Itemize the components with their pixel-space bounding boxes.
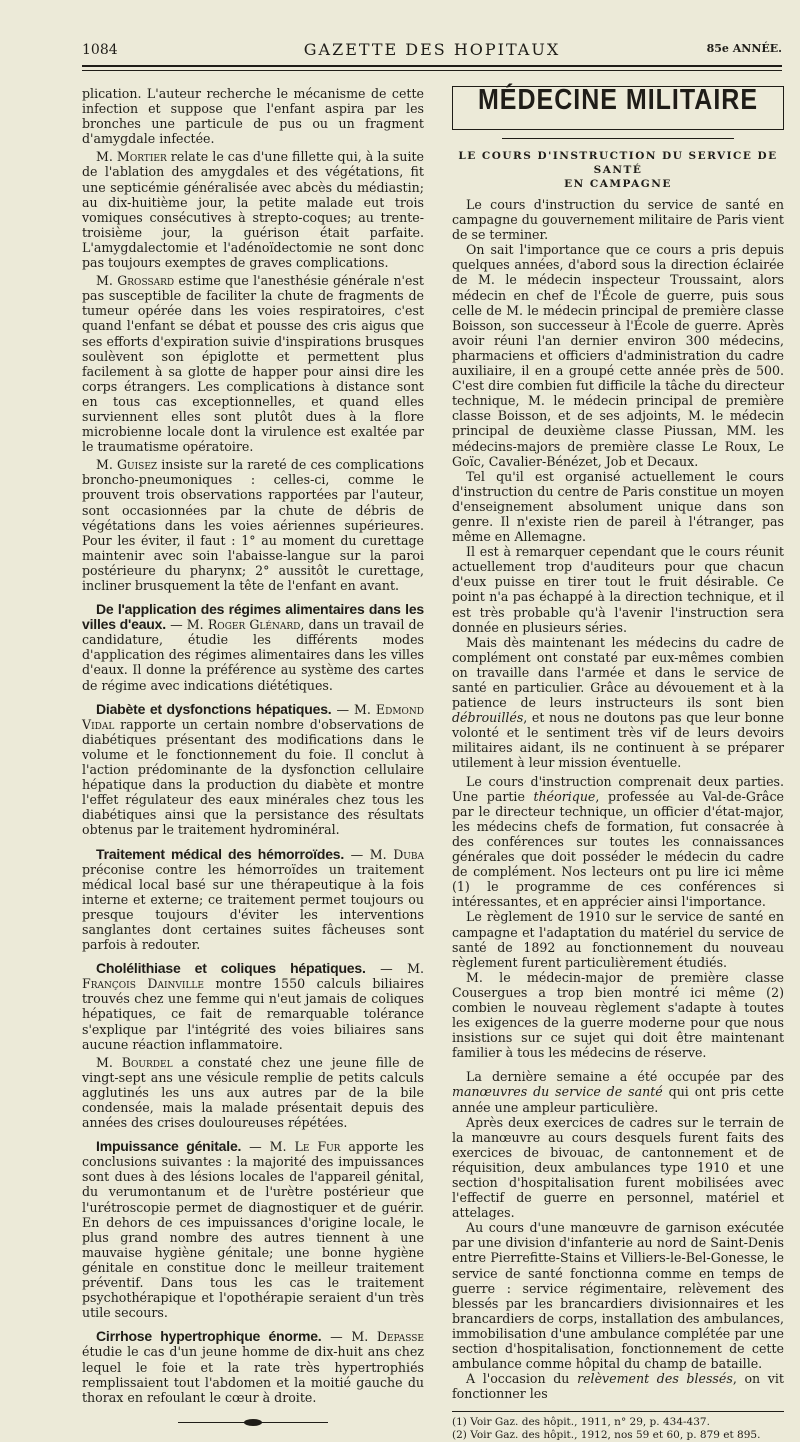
paragraph xyxy=(452,1069,784,1114)
author-name: Roger Glénard xyxy=(207,617,301,633)
author-name: M. Mortier xyxy=(96,149,167,165)
section-hemorroides: Traitement médical des hémorroïdes. — M. Duba préconise contre les hémorroïdes un traitement médical local basé sur une thérapeutique à la fois interne et externe; ce traitement permet toujours ou presque toujours d'éviter les interventions sanglantes dont certaines suites fâcheuses sont parfois à redouter. xyxy=(82,845,424,953)
paragraph: Au cours d'une manœuvre de garnison exécutée par une division d'infanterie au nord de Saint-Denis entre Pierrefitte-Stains et Villiers-le-Bel-Gonesse, le service de santé fonctionna comme en temps de guerre : service régimentaire, relèvement des blessés par les brancardiers divisionnaires et les brancardiers de corps, installation des ambulances, immobilisation d'une ambulance complétée par une section d'hospitalisation, fonctionnement de cette ambulance comme hôpital du champ de bataille. xyxy=(452,1220,784,1372)
section-impuissance: Impuissance génitale. — M. Le Fur apporte les conclusions suivantes : la majorité des impuissances sont dues à des lésions locales de l'appareil génital, du verumontanum et de l'urètre postérieur que l'urétroscopie permet de diagnostiquer et de guérir. En dehors de ces impuissances d'origine locale, le plus grand nombre des autres tiennent à une mauvaise hygiène génitale; une bonne hygiène génitale en constitue donc le meilleur traitement préventif. Dans tous les cas le traitement psychothérapique et l'opothérapie seraient d'un très utile secours. xyxy=(82,1138,424,1321)
section-cholelithiase: Cholélithiase et coliques hépatiques. — M. François Dainville montre 1550 calculs biliaires trouvés chez une femme qui n'eut jamais de coliques hépatiques, ce fait de remarquable tolérance s'explique par l'intégrité des voies biliaires sans aucune réaction inflammatoire. xyxy=(82,960,424,1052)
paragraph-text: A l'occasion du xyxy=(466,1371,578,1387)
section-heading: Cirrhose hypertrophique énorme. xyxy=(96,1328,322,1345)
footnote: (2) Voir Gaz. des hôpit., 1912, nos 59 et 60, p. 879 et 895. xyxy=(452,1429,761,1442)
author-name: François Dainville xyxy=(82,976,204,992)
paragraph: M. le médecin-major de première classe Cousergues a trop bien montré ici même (2) combien le nouveau règlement s'adapte à toutes les exigences de la guerre moderne pour que nous insistions sur ce sujet qui doit être maintenant familier à tous les médecins de réserve. xyxy=(452,969,784,1061)
paragraph: On sait l'importance que ce cours a pris depuis quelques années, d'abord sous la direction éclairée de M. le médecin inspecteur Troussaint, alors médecin en chef de l'École de guerre, puis sous celle de M. le médecin principal de première classe Boisson, son successeur à l'École de guerre. Après avoir réuni l'an dernier environ 300 médecins, pharmaciens et officiers d'administration du cadre auxiliaire, il en a groupé cette année près de 500. C'est dire combien fut difficile la tâche du directeur technique, M. le médecin principal de première classe Boisson, et de ses adjoints, M. le médecin principal de deuxième classe Piussan, MM. les médecins-majors de première classe Le Roux, Le Goïc, Cavalier-Bénézet, Job et Decaux. xyxy=(452,242,784,469)
subtitle-line: LE COURS D'INSTRUCTION DU SERVICE DE SANTÉ xyxy=(458,150,778,176)
journal-title: GAZETTE DES HOPITAUX xyxy=(303,40,561,59)
paragraph xyxy=(452,635,784,771)
section-separator xyxy=(502,138,734,139)
italic-text: relèvement des blessés xyxy=(577,1371,733,1387)
section-title-box xyxy=(452,83,784,130)
paragraph-text: étudie le cas d'un jeune homme de dix-huit ans chez lequel le foie et la rate très hypertrophiés remplissaient tout l'abdomen et la moitié gauche du thorax en refoulant le cœur à droite. xyxy=(82,1344,424,1405)
paragraph: plication. L'auteur recherche le mécanisme de cette infection et suppose que l'enfant aspira par les bronches une particule de pus ou un fragment d'amygdale infectée. xyxy=(82,86,424,147)
paragraph-text: La dernière semaine a été occupée par des xyxy=(466,1069,784,1085)
author-name: Le Fur xyxy=(294,1139,341,1155)
paragraph xyxy=(82,149,424,270)
paragraph: Tel qu'il est organisé actuellement le cours d'instruction du centre de Paris constitue un moyen d'enseignement absolument unique dans son genre. Il n'existe rien de pareil à l'étranger, pas même en Allemagne. xyxy=(452,468,784,545)
paragraph-text: Mais dès maintenant les médecins du cadre de complément ont constaté par eux-mêmes combien on travaille dans l'armée et dans le service de santé en particulier. Grâce au dévouement et à la patience de leurs instructeurs ils sont bien xyxy=(452,634,784,711)
page-number: 1084 xyxy=(82,42,118,58)
paragraph-text: rapporte un certain nombre d'observations de diabétiques présentant des modifications dans le volume et le fonctionnement du foie. Il conclut à l'action prédominante de la dysfonction cellulaire hépatique dans la production du diabète et montre l'effet régulateur des eaux minérales chez tous les diabétiques ainsi que la persistance des résultats obtenus par le traitement hydrominéral. xyxy=(82,716,424,838)
paragraph-text: montre 1550 calculs biliaires trouvés chez une femme qui n'eut jamais de coliques hépatiques, ce fait de remarquable tolérance s'explique par l'intégrité des voies biliaires sans aucune réaction inflammatoire. xyxy=(82,976,424,1052)
paragraph-text: , et nous ne doutons pas que leur bonne volonté et le sentiment très vif de leurs devoirs militaires aidant, ils ne continuent à se préparer utilement à leur mission éventuelle. xyxy=(452,710,784,771)
paragraph-text: apporte les conclusions suivantes : la majorité des impuissances sont dues à des lésions locales de l'appareil génital, du verumontanum et de l'urètre postérieur que l'urétroscopie permet de diagnostiquer et de guérir. En dehors de ces impuissances d'origine locale, le plus grand nombre des autres tiennent à une mauvaise hygiène génitale; une bonne hygiène génitale en constitue donc le meilleur traitement préventif. Dans tous les cas le traitement psychothérapique et l'opothérapie seraient d'un très utile secours. xyxy=(82,1139,424,1321)
section-diabete: Diabète et dysfonctions hépatiques. — M. Edmond Vidal rapporte un certain nombre d'observations de diabétiques présentant des modifications dans le volume et le fonctionnement du foie. Il conclut à l'action prédominante de la dysfonction cellulaire hépatique dans la production du diabète et montre l'effet régulateur des eaux minérales chez tous les diabétiques ainsi que la persistance des résultats obtenus par le traitement hydrominéral. xyxy=(82,700,424,838)
paragraph xyxy=(452,774,784,910)
author-name: M. Grossard xyxy=(96,273,175,289)
section-heading: Diabète et dysfonctions hépatiques. xyxy=(96,700,332,717)
journal-year: 85e ANNÉE. xyxy=(706,42,782,55)
paragraph: Il est à remarquer cependant que le cours réunit actuellement trop d'auditeurs pour que chacun d'eux puisse en tirer tout le fruit désirable. Ce point n'a pas échappé à la direction technique, et il est très probable qu'à l'avenir l'instruction sera donnée en plusieurs séries. xyxy=(452,544,784,635)
paragraph-text: préconise contre les hémorroïdes un traitement médical local basé sur une thérapeutique à la fois interne et externe; ce traitement permet toujours ou presque toujours d'éviter les interventions sanglantes dont certaines suites fâcheuses sont parfois à redouter. xyxy=(82,861,424,953)
header-rule-thin xyxy=(82,70,782,71)
paragraph xyxy=(82,1055,424,1130)
section-heading: De l'application des régimes alimentaires dans les villes d'eaux. xyxy=(82,601,424,633)
header-rule xyxy=(82,65,782,67)
italic-text: débrouillés xyxy=(452,710,524,726)
paragraph-text: , professée au Val-de-Grâce par le directeur technique, un officier d'état-major, les médecins chefs de formation, fut consacrée à des conférences sur toutes les connaissances générales que doit posséder le médecin du cadre de complément. Nos lecteurs ont pu lire ici même (1) le programme de ces conférences si intéressantes, et en apprécier ainsi l'importance. xyxy=(452,788,784,910)
section-heading: Impuissance génitale. xyxy=(96,1138,242,1155)
paragraph: Après deux exercices de cadres sur le terrain de la manœuvre au cours desquels furent faits des exercices de bivouac, de cantonnement et de réquisition, deux ambulances type 1910 et une section d'hospitalisation furent mobilisées avec l'effectif de guerre en personnel, matériel et attelages. xyxy=(452,1114,784,1221)
italic-text: théorique xyxy=(533,788,596,804)
end-ornament xyxy=(178,1419,328,1427)
subtitle-line: EN CAMPAGNE xyxy=(564,178,672,190)
left-column xyxy=(82,86,424,1427)
paragraph xyxy=(82,457,424,593)
paragraph-text: a constaté chez une jeune fille de vingt-sept ans une vésicule remplie de petits calculs agglutinés les uns aux autres par de la bile condensée, mais la malade présentait depuis des années des crises douloureuses répétées. xyxy=(82,1054,424,1131)
paragraph-text: relate le cas d'une fillette qui, à la suite de l'ablation des amygdales et des végétations, fit une septicémie généralisée avec abcès du médiastin; au dix-huitième jour, la petite malade eut trois vomiques consécutives à strepto-coques; au trente-troisième jour, la guérison était parfaite. L'amygdalectomie et l'adénoïdectomie ne sont donc pas toujours exemptes de graves complications. xyxy=(82,149,424,271)
paragraph-text: qui ont pris cette année une ampleur particulière. xyxy=(452,1084,784,1115)
paragraph: Le règlement de 1910 sur le service de santé en campagne et l'adaptation du matériel du service de santé de 1892 au fonctionnement du nouveau règlement furent particulièrement étudiés. xyxy=(452,909,784,970)
footnote: (1) Voir Gaz. des hôpit., 1911, n° 29, p. 434-437. xyxy=(452,1416,710,1429)
author-name: Edmond Vidal xyxy=(82,701,424,732)
section-heading: Traitement médical des hémorroïdes. xyxy=(96,845,345,862)
footnote-rule xyxy=(452,1411,784,1412)
author-name: M. Guisez xyxy=(96,457,158,473)
section-regimes: De l'application des régimes alimentaires dans les villes d'eaux. — M. Roger Glénard, dans un travail de candidature, étudie les différents modes d'application des régimes alimentaires dans les villes d'eaux. Il donne la préférence au système des cartes de régime avec indications diététiques. xyxy=(82,601,424,693)
page-header xyxy=(82,38,782,62)
paragraph-text: , dans un travail de candidature, étudie les différents modes d'application des régimes alimentaires dans les villes d'eaux. Il donne la préférence au système des cartes de régime avec indications diététiques. xyxy=(82,617,424,693)
paragraph-text: estime que l'anesthésie générale n'est pas susceptible de faciliter la chute de fragments de tumeur opérée dans les voies respiratoires, c'est quand l'enfant se débat et pousse des cris aigus que ses efforts d'expiration suivie d'inspirations brusques soulèvent son épiglotte et permettent plus facilement à sa glotte de happer pour ainsi dire les corps étrangers. Les complications à distance sont en tous cas exceptionnelles, et quand elles surviennent elles sont plutôt dues à la flore microbienne locale dont la virulence est exaltée par le traumatisme opératoire. xyxy=(82,273,424,455)
paragraph-text: Le cours d'instruction comprenait deux parties. Une partie xyxy=(452,773,784,804)
right-column xyxy=(452,83,784,1442)
article-subtitle xyxy=(452,149,784,191)
section-title: MÉDECINE MILITAIRE xyxy=(477,83,759,117)
paragraph: Le cours d'instruction du service de santé en campagne du gouvernement militaire de Paris vient de se terminer. xyxy=(452,197,784,243)
author-name: Duba xyxy=(393,846,424,862)
paragraph-text: insiste sur la rareté de ces complications broncho-pneumoniques : celles-ci, comme le prouvent trois observations rapportées par l'auteur, sont occasionnées par la chute de débris de végétations dans les voies aériennes supérieures. Pour les éviter, il faut : 1° au moment du curettage maintenir avec soin l'abaisse-langue sur la paroi postérieure du pharynx; 2° aussitôt le curettage, incliner brusquement la tête de l'enfant en avant. xyxy=(82,457,424,593)
author-name: M. Bourdel xyxy=(96,1054,173,1070)
section-cirrhose: Cirrhose hypertrophique énorme. — M. Depasse étudie le cas d'un jeune homme de dix-huit ans chez lequel le foie et la rate très hypertrophiés remplissaient tout l'abdomen et la moitié gauche du thorax en refoulant le cœur à droite. xyxy=(82,1328,424,1405)
paragraph-text: , on vit fonctionner les xyxy=(452,1371,784,1402)
section-heading: Cholélithiase et coliques hépatiques. xyxy=(96,960,366,977)
italic-text: manœuvres du service de santé xyxy=(452,1084,663,1100)
paragraph xyxy=(452,1371,784,1401)
paragraph xyxy=(82,273,424,454)
author-name: Depasse xyxy=(376,1329,424,1345)
